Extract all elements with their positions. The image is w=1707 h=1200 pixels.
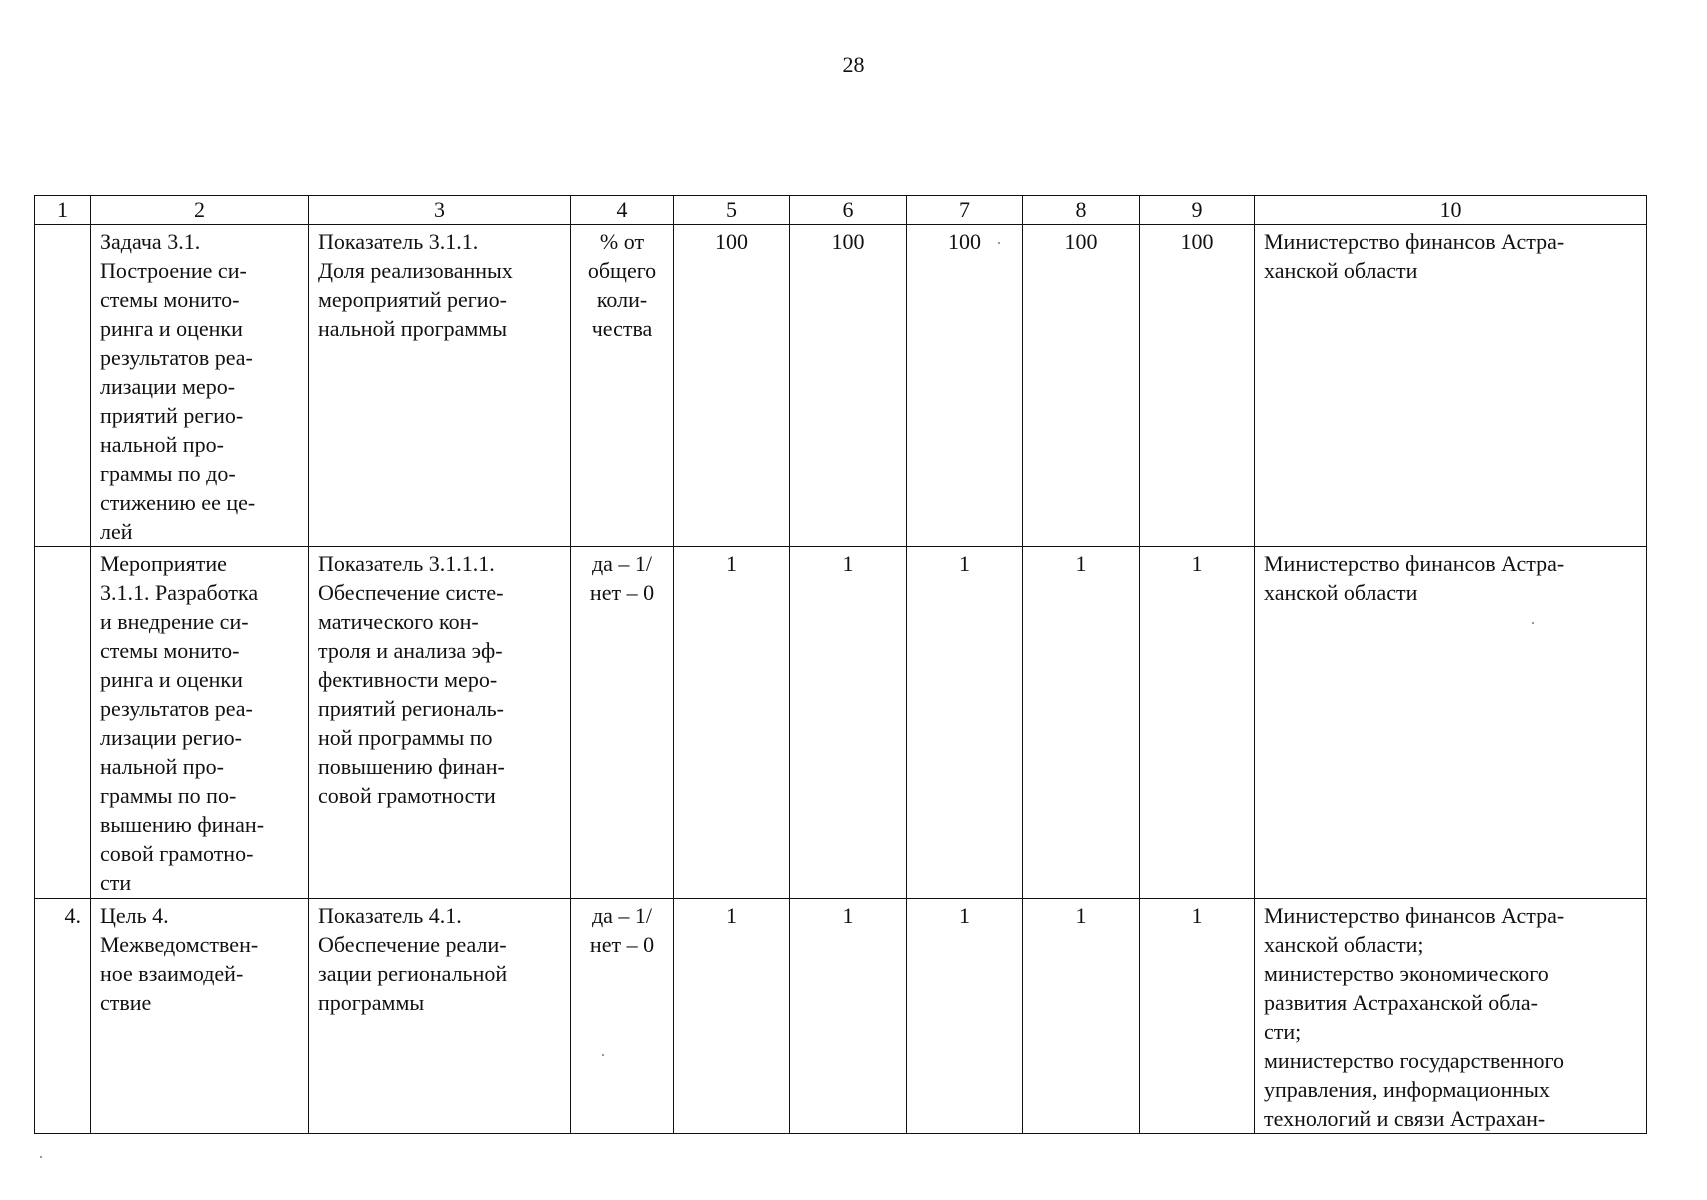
header-col-1: 1 — [35, 196, 91, 225]
row-value-5: 100 — [674, 225, 790, 547]
table-row — [35, 899, 1647, 1134]
row-indicator: Показатель 3.1.1. Доля реализованных мероприятий регио- нальной программы — [309, 225, 571, 547]
row-value-9: 1 — [1140, 547, 1255, 899]
row-value-6: 1 — [790, 899, 907, 1134]
scan-speck — [998, 242, 1000, 244]
table-row — [35, 225, 1647, 547]
page-number: 28 — [842, 52, 865, 77]
scan-speck — [602, 1054, 604, 1056]
row-unit: да – 1/ нет – 0 — [571, 547, 674, 899]
row-value-8: 1 — [1023, 899, 1140, 1134]
row-name: Цель 4. Межведомствен- ное взаимодей- ствие — [91, 899, 309, 1134]
header-col-3: 3 — [309, 196, 571, 225]
header-col-8: 8 — [1023, 196, 1140, 225]
header-col-7: 7 — [907, 196, 1023, 225]
row-responsible: Министерство финансов Астра- ханской области; министерство экономического развития Астраханской обла- сти; министерство государственного управления, информационных технологий и связи Астрахан- — [1255, 899, 1647, 1134]
indicators-table — [34, 195, 1647, 1134]
row-name: Задача 3.1. Построение си- стемы монито- ринга и оценки результатов реа- лизации меро- приятий регио- нальной про- граммы по до- стижению ее це- лей — [91, 225, 309, 547]
row-value-6: 1 — [790, 547, 907, 899]
table-row — [35, 547, 1647, 899]
row-value-7: 1 — [907, 547, 1023, 899]
header-col-4: 4 — [571, 196, 674, 225]
row-number: 4. — [35, 899, 91, 1134]
row-unit: % от общего коли- чества — [571, 225, 674, 547]
row-value-5: 1 — [674, 547, 790, 899]
scan-speck — [40, 1156, 42, 1158]
row-name: Мероприятие 3.1.1. Разработка и внедрение си- стемы монито- ринга и оценки результатов реа- лизации регио- нальной про- граммы по по- вышению финан- совой грамотно- сти — [91, 547, 309, 899]
header-col-10: 10 — [1255, 196, 1647, 225]
row-number — [35, 225, 91, 547]
row-responsible: Министерство финансов Астра- ханской области — [1255, 225, 1647, 547]
row-indicator: Показатель 4.1. Обеспечение реали- зации региональной программы — [309, 899, 571, 1134]
row-value-7: 100 — [907, 225, 1023, 547]
row-value-9: 1 — [1140, 899, 1255, 1134]
row-value-6: 100 — [790, 225, 907, 547]
header-col-2: 2 — [91, 196, 309, 225]
row-value-9: 100 — [1140, 225, 1255, 547]
scan-speck — [1532, 622, 1534, 624]
row-value-8: 100 — [1023, 225, 1140, 547]
row-indicator: Показатель 3.1.1.1. Обеспечение систе- матического кон- троля и анализа эф- фективности меро- приятий региональ- ной программы по повышению финан- совой грамотности — [309, 547, 571, 899]
row-value-5: 1 — [674, 899, 790, 1134]
header-col-6: 6 — [790, 196, 907, 225]
header-col-9: 9 — [1140, 196, 1255, 225]
header-col-5: 5 — [674, 196, 790, 225]
header-row — [35, 196, 1647, 225]
row-value-7: 1 — [907, 899, 1023, 1134]
row-unit: да – 1/ нет – 0 — [571, 899, 674, 1134]
row-responsible: Министерство финансов Астра- ханской области — [1255, 547, 1647, 899]
row-number — [35, 547, 91, 899]
row-value-8: 1 — [1023, 547, 1140, 899]
